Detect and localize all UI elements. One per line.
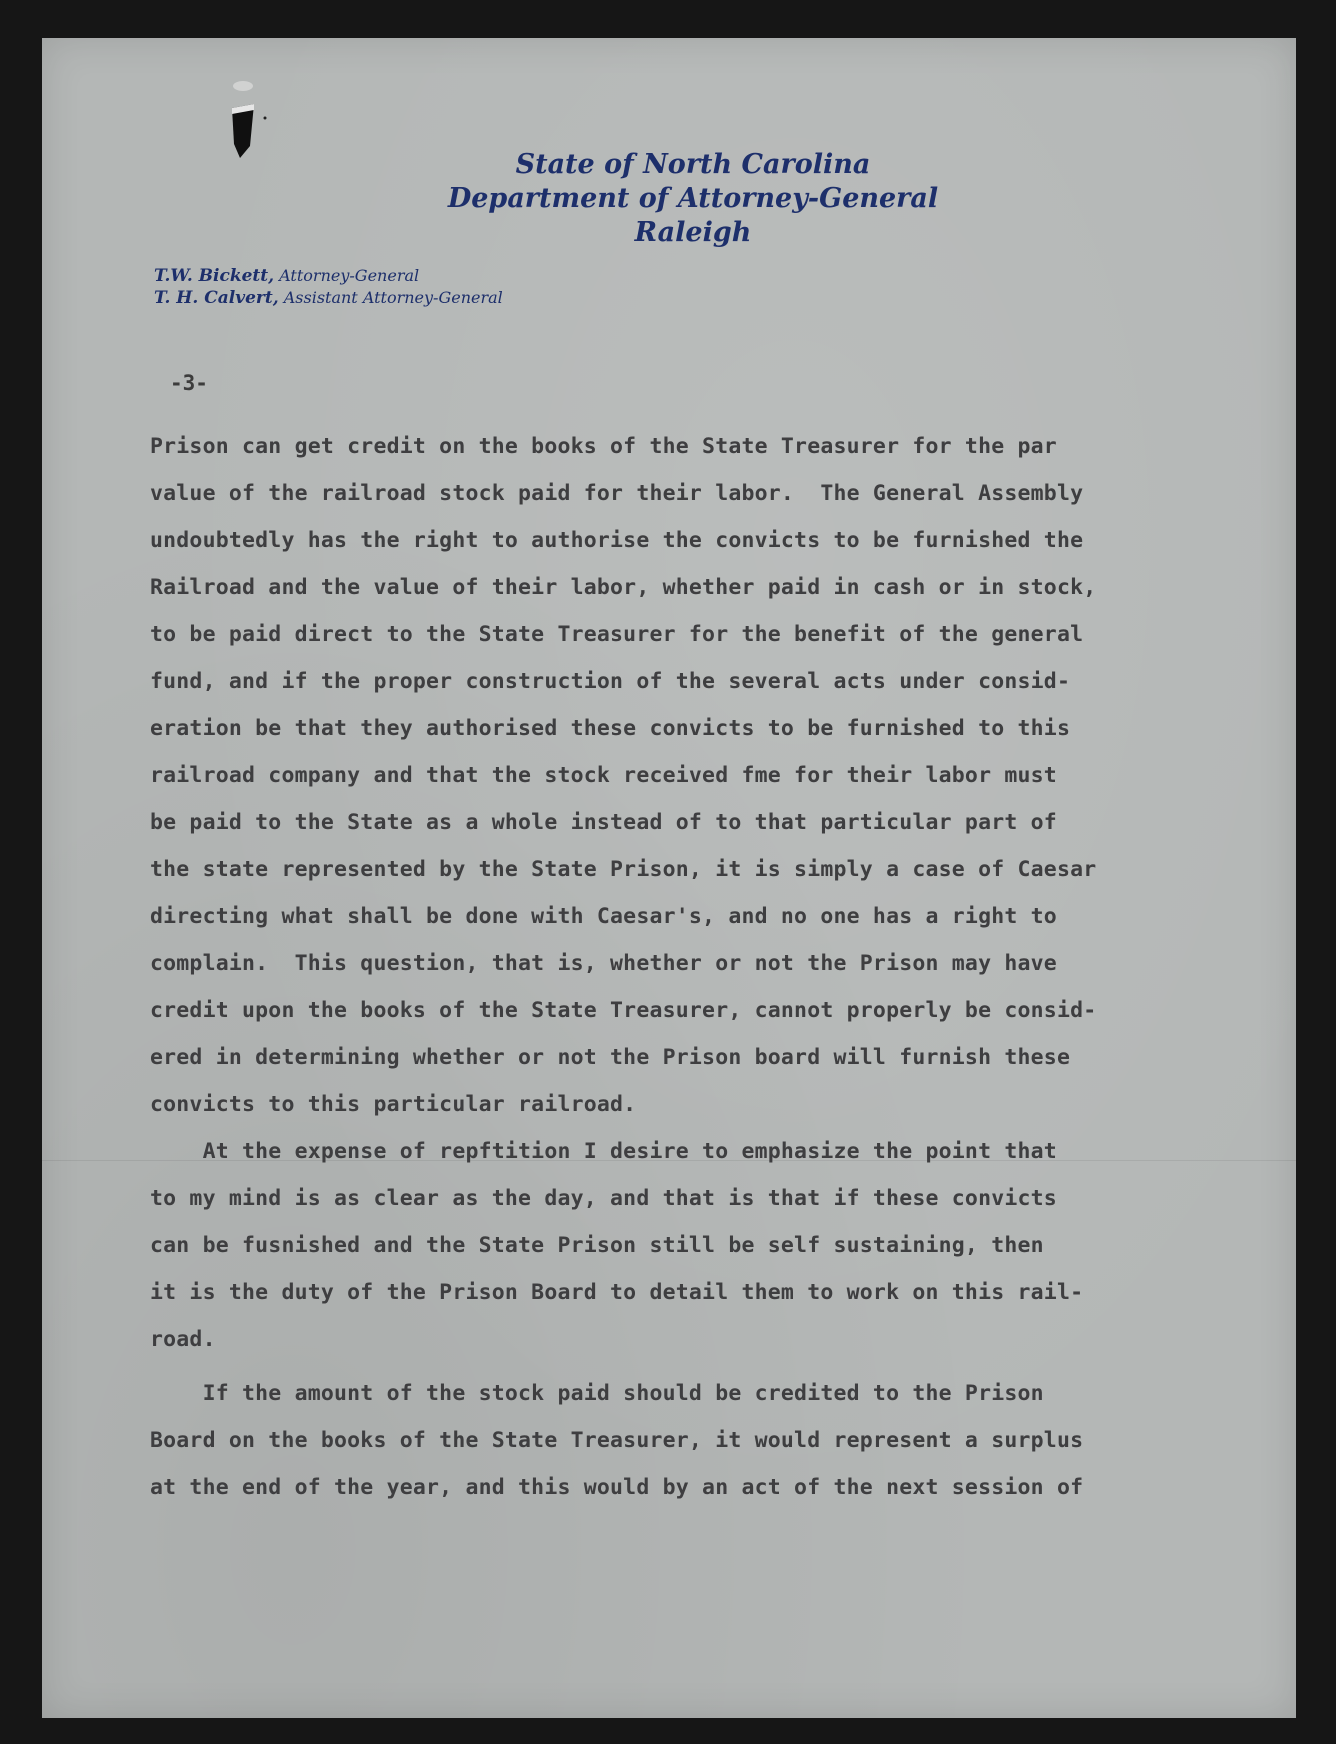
officer-title: Attorney-General	[279, 266, 420, 285]
letterhead-city: Raleigh	[634, 217, 752, 248]
body-line: credit upon the books of the State Treasurer, cannot properly be consid-	[150, 998, 1097, 1023]
body-line: to be paid direct to the State Treasurer for the benefit of the general	[150, 622, 1084, 647]
body-line: ered in determining whether or not the Prison board will furnish these	[150, 1045, 1071, 1070]
letter-page	[42, 38, 1296, 1718]
page-number: -3-	[170, 371, 208, 395]
body-line: eration be that they authorised these convicts to be furnished to this	[150, 716, 1071, 741]
body-line: If the amount of the stock paid should be credited to the Prison	[150, 1381, 1044, 1406]
body-line: Railroad and the value of their labor, whether paid in cash or in stock,	[150, 575, 1097, 600]
body-line: value of the railroad stock paid for their labor. The General Assembly	[150, 481, 1084, 506]
body-line: At the expense of repftition I desire to emphasize the point that	[150, 1139, 1057, 1164]
officer-title: Assistant Attorney-General	[283, 288, 503, 307]
body-line: it is the duty of the Prison Board to detail them to work on this rail-	[150, 1280, 1084, 1305]
letterhead-department: Department of Attorney-General	[447, 183, 939, 214]
body-line: directing what shall be done with Caesar's, and no one has a right to	[150, 904, 1057, 929]
letterhead	[42, 148, 1296, 250]
body-line: Prison can get credit on the books of the State Treasurer for the par	[150, 434, 1057, 459]
officer-name: T. H. Calvert,	[154, 288, 279, 308]
officer-line	[154, 265, 503, 287]
body-line: be paid to the State as a whole instead of to that particular part of	[150, 810, 1057, 835]
body-line: to my mind is as clear as the day, and that is that if these convicts	[150, 1186, 1057, 1211]
body-line: convicts to this particular railroad.	[150, 1092, 637, 1117]
officer-name: T.W. Bickett,	[154, 266, 275, 286]
body-line: fund, and if the proper construction of the several acts under consid-	[150, 669, 1071, 694]
body-line: road.	[150, 1327, 216, 1352]
officer-line	[154, 287, 503, 309]
body-line: railroad company and that the stock received fme for their labor must	[150, 763, 1057, 788]
body-line: Board on the books of the State Treasurer, it would represent a surplus	[150, 1428, 1084, 1453]
body-line: the state represented by the State Prison, it is simply a case of Caesar	[150, 857, 1097, 882]
body-line: can be fusnished and the State Prison still be self sustaining, then	[150, 1233, 1044, 1258]
body-line: complain. This question, that is, whether or not the Prison may have	[150, 951, 1057, 976]
letterhead-state: State of North Carolina	[515, 149, 871, 180]
body-line: undoubtedly has the right to authorise the convicts to be furnished the	[150, 528, 1084, 553]
body-line: at the end of the year, and this would by an act of the next session of	[150, 1475, 1084, 1500]
officers-list	[154, 265, 503, 309]
